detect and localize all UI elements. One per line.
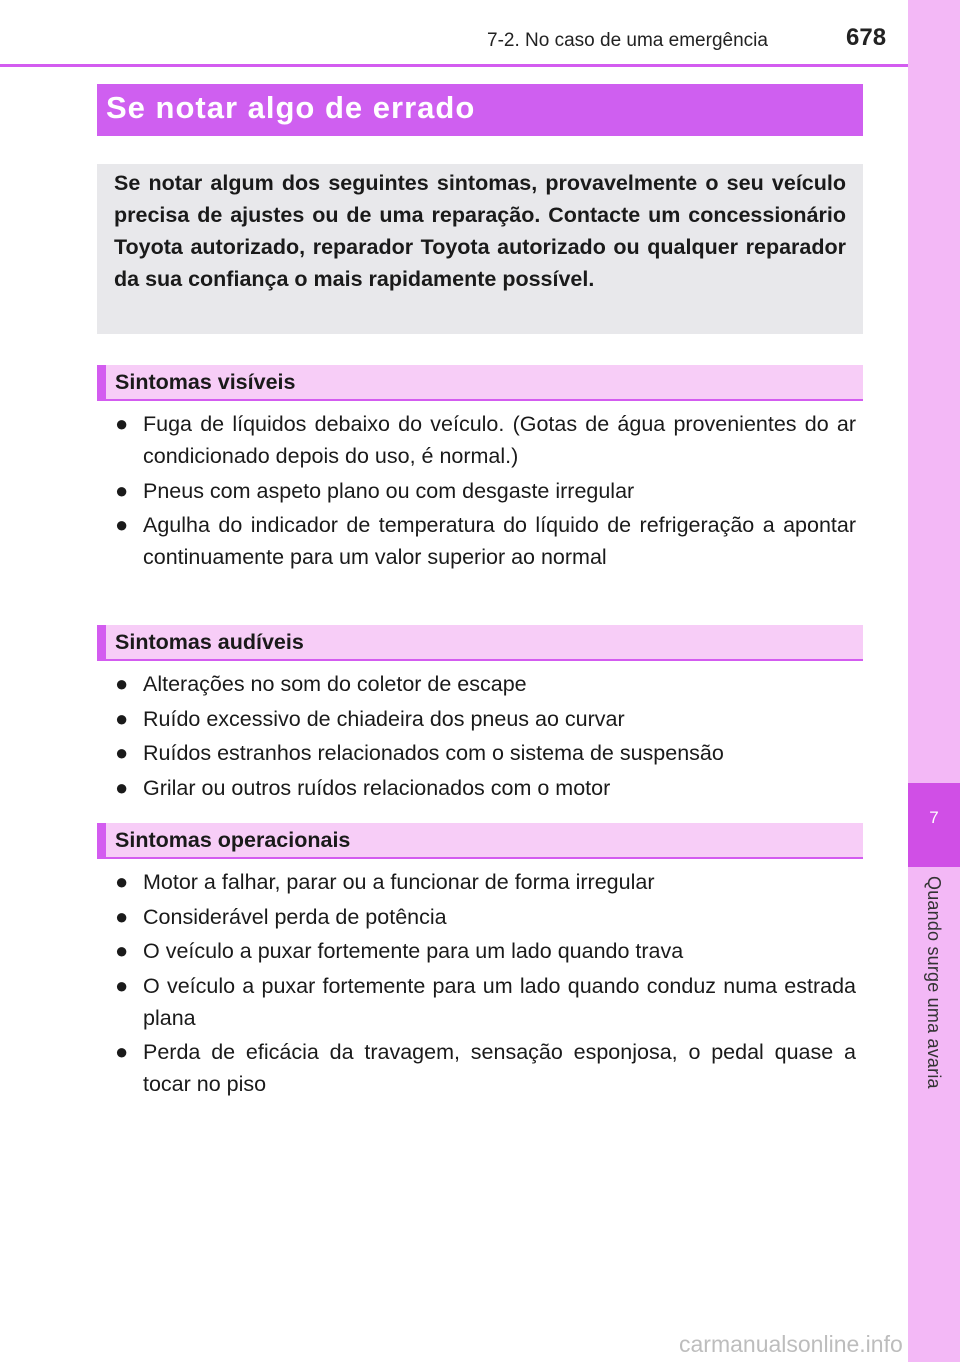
section-heading-operational-symptoms: Sintomas operacionais (97, 823, 863, 859)
watermark: carmanualsonline.info (679, 1331, 903, 1357)
list-item: ● Agulha do indicador de temperatura do líquido de refrigeração a apontar continuamente para um valor superior ao normal (143, 509, 856, 573)
section-heading-visible-symptoms: Sintomas visíveis (97, 365, 863, 401)
list-item: ● Motor a falhar, parar ou a funcionar de forma irregular (143, 866, 856, 898)
list-item: ● Grilar ou outros ruídos relacionados com o motor (143, 772, 856, 804)
page-number: 678 (846, 24, 887, 51)
page-title: Se notar algo de errado (106, 90, 476, 125)
list-item: ● Perda de eficácia da travagem, sensação esponjosa, o pedal quase a tocar no piso (143, 1036, 856, 1100)
page-title-bar (97, 84, 863, 136)
list-item: ● Pneus com aspeto plano ou com desgaste irregular (143, 475, 856, 507)
list-item: ● Fuga de líquidos debaixo do veículo. (Gotas de água provenientes do ar condicionado depois do uso, é normal.) (143, 408, 856, 472)
list-item: ● Alterações no som do coletor de escape (143, 668, 856, 700)
intro-text: Se notar algum dos seguintes sintomas, provavelmente o seu veículo precisa de ajustes ou de uma reparação. Contacte um concessionário Toyota autorizado, reparador Toyota autorizado ou qualquer reparador da sua confiança o mais rapidamente possível. (114, 171, 846, 291)
operational-symptoms-list (143, 866, 856, 1103)
visible-symptoms-list (143, 408, 856, 576)
list-item: ● O veículo a puxar fortemente para um lado quando conduz numa estrada plana (143, 970, 856, 1034)
list-item: ● Ruído excessivo de chiadeira dos pneus ao curvar (143, 703, 856, 735)
list-item: ● Considerável perda de potência (143, 901, 856, 933)
section-reference: 7-2. No caso de uma emergência (487, 30, 768, 51)
header-divider (0, 64, 908, 67)
chapter-title-label: Quando surge uma avaria (924, 876, 944, 1089)
list-item: ● O veículo a puxar fortemente para um lado quando trava (143, 935, 856, 967)
chapter-number-tab: 7 (908, 783, 960, 867)
section-heading-audible-symptoms: Sintomas audíveis (97, 625, 863, 661)
chapter-side-strip (908, 0, 960, 1362)
list-item: ● Ruídos estranhos relacionados com o sistema de suspensão (143, 737, 856, 769)
intro-box (97, 164, 863, 334)
audible-symptoms-list (143, 668, 856, 806)
